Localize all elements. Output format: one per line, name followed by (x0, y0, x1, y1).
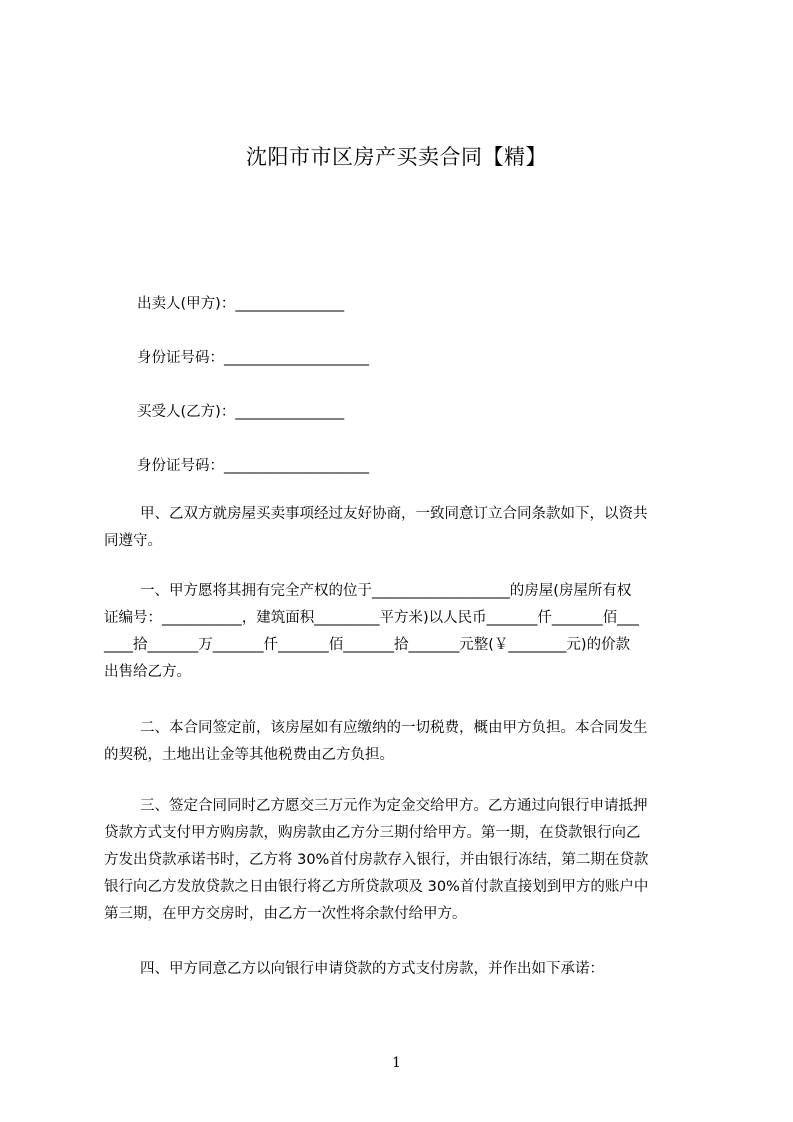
paragraph-line: 出售给乙方。 (104, 664, 191, 680)
paragraph-line: 二、本合同签定前，该房屋如有应缴纳的一切税费，概由甲方负担。本合同发生 (140, 720, 648, 736)
paragraph-line: 第三期，在甲方交房时，由乙方一次性将余款付给甲方。 (104, 906, 467, 922)
paragraph-line: 三、签定合同同时乙方愿交三万元作为定金交给甲方。乙方通过向银行申请抵押 (140, 798, 648, 814)
paragraph-line: 四、甲方同意乙方以向银行申请贷款的方式支付房款，并作出如下承诺： (140, 961, 604, 977)
buyer-field: 买受人(乙方)：_______________ (137, 404, 345, 420)
clause-1-paragraph (104, 578, 700, 686)
paragraph-line: 甲、乙双方就房屋买卖事项经过友好协商，一致同意订立合同条款如下，以资共 (140, 506, 648, 522)
buyer-id-field: 身份证号码：____________________ (137, 458, 369, 474)
paragraph-line: 银行向乙方发放贷款之日由银行将乙方所贷款项及 30%首付款直接划到甲方的账户中 (104, 879, 649, 895)
clause-3-paragraph (104, 793, 700, 928)
seller-field: 出卖人(甲方)：_______________ (137, 296, 345, 312)
clause-2-paragraph (104, 715, 700, 769)
paragraph-line: 贷款方式支付甲方购房款，购房款由乙方分三期付给甲方。第一期，在贷款银行向乙 (104, 825, 641, 841)
clause-4-paragraph (104, 956, 700, 983)
paragraph-line: ____拾_______万_______仟_______佰_______拾_______元整(￥________元)的价款 (104, 637, 631, 653)
paragraph-line: 同遵守。 (104, 533, 162, 549)
seller-id-field: 身份证号码：____________________ (137, 350, 369, 366)
document-title: 沈阳市市区房产买卖合同【精】 (246, 145, 547, 169)
page-number: 1 (392, 1055, 401, 1071)
paragraph-line: 的契税，土地出让金等其他税费由乙方负担。 (104, 747, 394, 763)
intro-paragraph (104, 501, 700, 555)
paragraph-line: 方发出贷款承诺书时，乙方将 30%首付房款存入银行，并由银行冻结，第二期在贷款 (104, 852, 649, 868)
paragraph-line: 一、甲方愿将其拥有完全产权的位于___________________的房屋(房屋所有权 (140, 583, 632, 599)
paragraph-line: 证编号：___________，建筑面积_________平方米)以人民币_______仟_______佰___ (104, 610, 639, 626)
